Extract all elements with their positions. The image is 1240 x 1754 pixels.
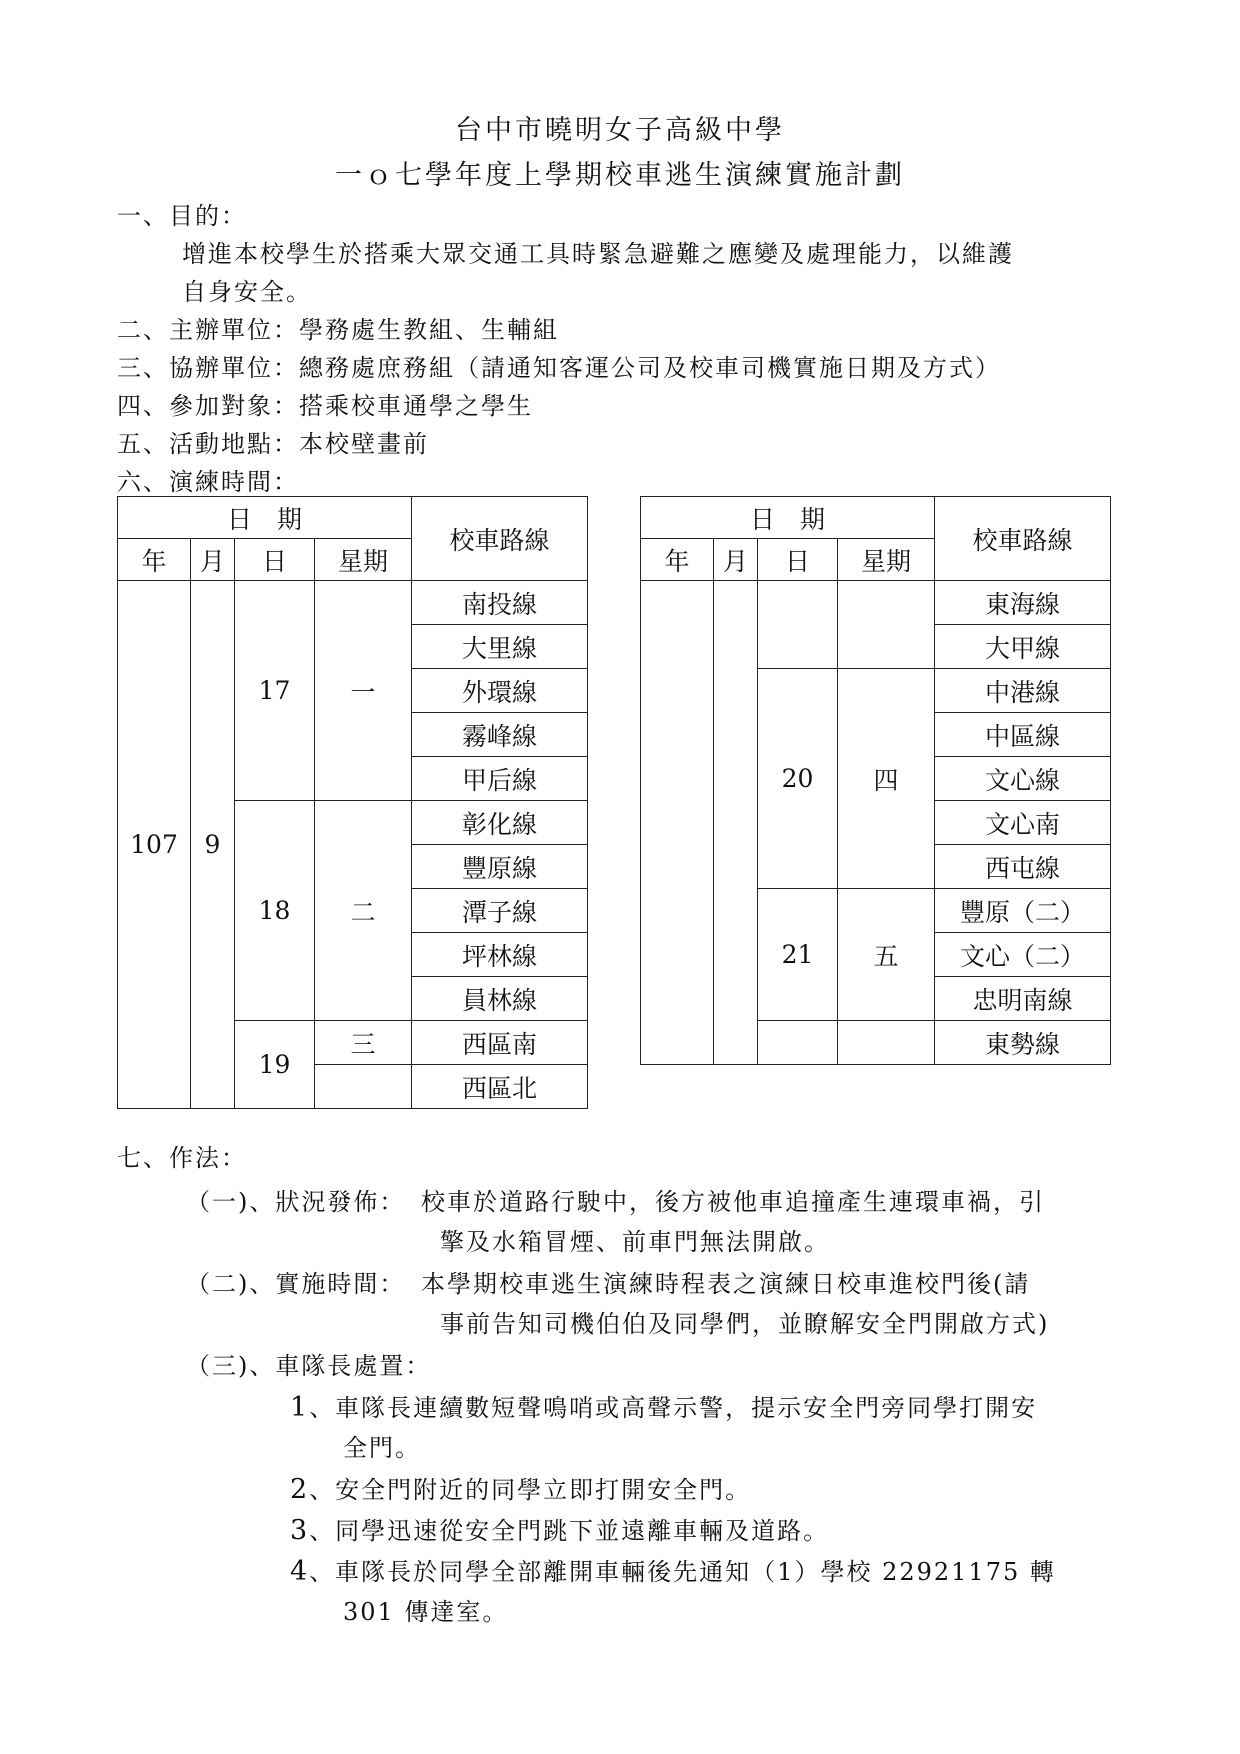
route-cell: 中港線 xyxy=(935,669,1111,713)
route-cell: 文心（二） xyxy=(935,933,1111,977)
year-cell-empty xyxy=(641,581,714,1065)
step-number: 4 xyxy=(290,1556,310,1587)
time-heading: 六、演練時間： xyxy=(117,468,299,496)
co-organizer: 三、協辦單位：總務處庶務組（請通知客運公司及校車司機實施日期及方式） xyxy=(117,354,1001,382)
day-cell-empty xyxy=(758,581,838,669)
route-cell: 文心南 xyxy=(935,801,1111,845)
route-cell: 西區北 xyxy=(412,1065,588,1109)
route-cell: 東勢線 xyxy=(935,1021,1111,1065)
route-cell: 彰化線 xyxy=(412,801,588,845)
weekday-cell: 二 xyxy=(315,801,412,1021)
table-row xyxy=(641,581,1111,625)
step-text-line1: 、車隊長連續數短聲鳴哨或高聲示警，提示安全門旁同學打開安 xyxy=(309,1394,1038,1422)
item2-text-line1: 本學期校車逃生演練時程表之演練日校車進校門後(請 xyxy=(421,1270,1031,1298)
step-text-line1: 、同學迅速從安全門跳下並遠離車輛及道路。 xyxy=(309,1517,830,1545)
item1-text-line2: 擎及水箱冒煙、前車門無法開啟。 xyxy=(440,1228,830,1256)
step-text-line2: 全門。 xyxy=(343,1434,421,1462)
route-cell: 西屯線 xyxy=(935,845,1111,889)
route-cell: 西區南 xyxy=(412,1021,588,1065)
header-row xyxy=(641,497,1111,539)
header-row xyxy=(118,497,588,539)
day-cell: 21 xyxy=(758,889,838,1021)
weekday-cell: 四 xyxy=(838,669,935,889)
route-header: 校車路線 xyxy=(412,497,588,581)
purpose-text-line2: 自身安全。 xyxy=(182,278,312,306)
month-header: 月 xyxy=(714,539,758,581)
month-cell-empty xyxy=(714,581,758,1065)
route-cell: 大甲線 xyxy=(935,625,1111,669)
route-cell: 甲后線 xyxy=(412,757,588,801)
weekday-cell-empty xyxy=(838,581,935,669)
day-cell: 20 xyxy=(758,669,838,889)
weekday-header: 星期 xyxy=(315,539,412,581)
item3-label: （三)、車隊長處置： xyxy=(186,1352,432,1380)
method-heading: 七、作法： xyxy=(117,1144,247,1172)
route-cell: 忠明南線 xyxy=(935,977,1111,1021)
year-cell: 107 xyxy=(118,581,191,1109)
participants: 四、參加對象：搭乘校車通學之學生 xyxy=(117,392,533,420)
step-number: 1 xyxy=(290,1392,310,1423)
year-header: 年 xyxy=(641,539,714,581)
weekday-cell: 一 xyxy=(315,581,412,801)
route-cell: 霧峰線 xyxy=(412,713,588,757)
item1-label: （一)、狀況發佈： xyxy=(186,1188,406,1216)
school-name: 台中市曉明女子高級中學 xyxy=(455,115,785,146)
weekday-cell-empty xyxy=(315,1065,412,1109)
route-header: 校車路線 xyxy=(935,497,1111,581)
route-cell: 豐原線 xyxy=(412,845,588,889)
day-header: 日 xyxy=(235,539,315,581)
item1-text-line1: 校車於道路行駛中，後方被他車追撞產生連環車禍，引 xyxy=(421,1188,1045,1216)
step-number: 2 xyxy=(290,1474,310,1505)
table-row xyxy=(118,581,588,625)
step-text-line2: 301 傳達室。 xyxy=(343,1598,509,1626)
route-cell: 潭子線 xyxy=(412,889,588,933)
location: 五、活動地點：本校壁畫前 xyxy=(117,430,429,458)
step-list-item xyxy=(290,1552,1056,1587)
step-list-item xyxy=(290,1470,751,1505)
route-cell: 員林線 xyxy=(412,977,588,1021)
purpose-text-line1: 增進本校學生於搭乘大眾交通工具時緊急避難之應變及處理能力，以維護 xyxy=(182,240,1014,268)
day-cell: 18 xyxy=(235,801,315,1021)
route-cell: 大里線 xyxy=(412,625,588,669)
step-text-line1: 、安全門附近的同學立即打開安全門。 xyxy=(309,1476,752,1504)
route-cell: 中區線 xyxy=(935,713,1111,757)
day-header: 日 xyxy=(758,539,838,581)
day-cell: 19 xyxy=(235,1021,315,1109)
purpose-heading: 一、目的： xyxy=(117,202,247,230)
organizer: 二、主辦單位：學務處生教組、生輔組 xyxy=(117,316,559,344)
date-header: 日 期 xyxy=(641,497,935,539)
weekday-header: 星期 xyxy=(838,539,935,581)
step-text-line1: 、車隊長於同學全部離開車輛後先通知（1）學校 22921175 轉 xyxy=(309,1558,1056,1586)
route-cell: 東海線 xyxy=(935,581,1111,625)
route-cell: 外環線 xyxy=(412,669,588,713)
schedule-table-left xyxy=(117,496,588,1109)
schedule-table-right xyxy=(640,496,1111,1065)
route-cell: 南投線 xyxy=(412,581,588,625)
day-cell: 17 xyxy=(235,581,315,801)
month-header: 月 xyxy=(191,539,235,581)
step-list-item xyxy=(290,1511,829,1546)
date-header: 日 期 xyxy=(118,497,412,539)
step-list-item xyxy=(290,1388,1037,1423)
route-cell: 坪林線 xyxy=(412,933,588,977)
plan-title: 一ｏ七學年度上學期校車逃生演練實施計劃 xyxy=(335,160,905,191)
route-cell: 豐原（二） xyxy=(935,889,1111,933)
step-number: 3 xyxy=(290,1515,310,1546)
day-cell-empty xyxy=(758,1021,838,1065)
weekday-cell: 三 xyxy=(315,1021,412,1065)
year-header: 年 xyxy=(118,539,191,581)
route-cell: 文心線 xyxy=(935,757,1111,801)
item2-label: （二)、實施時間： xyxy=(186,1270,406,1298)
month-cell: 9 xyxy=(191,581,235,1109)
weekday-cell-empty xyxy=(838,1021,935,1065)
weekday-cell: 五 xyxy=(838,889,935,1021)
item2-text-line2: 事前告知司機伯伯及同學們，並瞭解安全門開啟方式) xyxy=(440,1310,1050,1338)
